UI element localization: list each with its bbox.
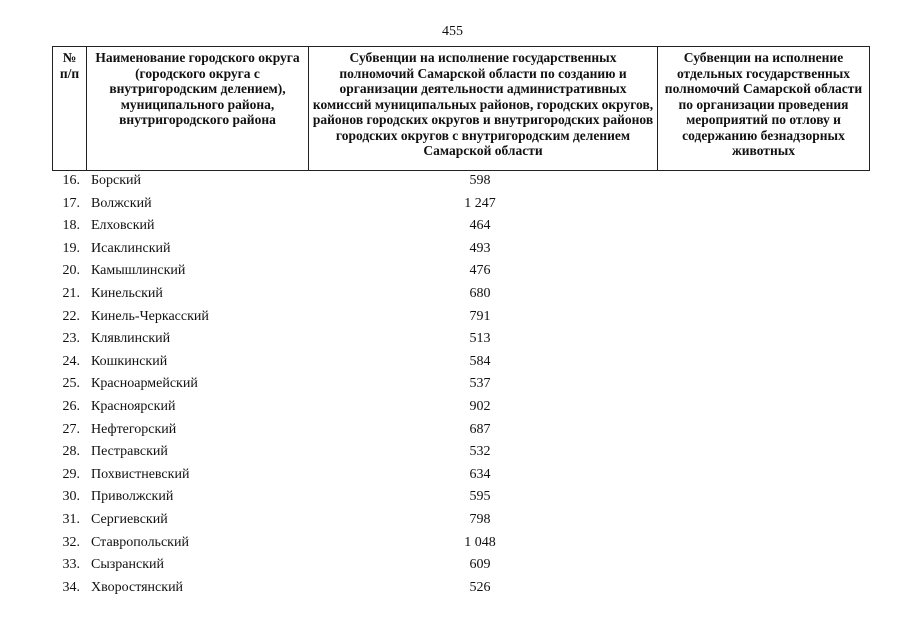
- row-number: 16.: [62, 173, 80, 188]
- row-number: 30.: [62, 489, 80, 505]
- header-number: № п/п: [53, 47, 87, 171]
- row-number: 17.: [62, 195, 80, 211]
- row-number: 19.: [62, 240, 80, 256]
- row-name: Красноармейский: [91, 376, 198, 392]
- row-number: 18.: [62, 218, 80, 234]
- row-value: 609: [469, 557, 491, 573]
- table-row: [0, 331, 905, 353]
- row-number: 32.: [62, 534, 80, 550]
- row-number: 20.: [62, 263, 80, 279]
- row-value: 595: [469, 489, 491, 505]
- row-number: 25.: [62, 376, 80, 392]
- header-name: Наименование городского округа (городского округа с внутригородским делением), муниципального района, внутригородского района: [87, 47, 309, 171]
- row-name: Елховский: [91, 218, 155, 234]
- row-value: 902: [469, 399, 491, 414]
- row-value: 476: [469, 263, 491, 279]
- table-row: [0, 241, 905, 263]
- table-row: [0, 422, 905, 444]
- header-admin-commissions: Субвенции на исполнение государственных полномочий Самарской области по созданию и организации деятельности административных комиссий муниципальных районов, городских округов, районов городских округов и внутригородских районов городских округов с внутригородским делением Самарской области: [309, 47, 658, 171]
- row-number: 34.: [62, 579, 80, 595]
- table-row: [0, 557, 905, 579]
- table-row: [0, 218, 905, 240]
- table-header: [52, 46, 870, 171]
- row-name: Кинельский: [91, 286, 163, 301]
- row-number: 29.: [62, 466, 80, 482]
- row-name: Исаклинский: [91, 240, 171, 256]
- row-value: 791: [469, 308, 491, 324]
- row-name: Кошкинский: [91, 353, 168, 369]
- table-row: [0, 173, 905, 195]
- table-row: [0, 376, 905, 398]
- row-value: 532: [469, 444, 491, 460]
- row-name: Клявлинский: [91, 331, 171, 347]
- row-number: 23.: [62, 331, 80, 347]
- row-number: 26.: [62, 399, 80, 414]
- row-value: 798: [469, 512, 491, 527]
- row-name: Приволжский: [91, 489, 174, 505]
- row-name: Камышлинский: [91, 263, 186, 279]
- table-row: [0, 512, 905, 534]
- table-row: [0, 489, 905, 511]
- row-name: Похвистневский: [91, 466, 190, 482]
- row-number: 31.: [62, 512, 80, 527]
- row-value: 1 247: [464, 195, 496, 211]
- table-row: [0, 354, 905, 376]
- table-row: [0, 309, 905, 331]
- row-value: 598: [469, 173, 491, 188]
- row-number: 24.: [62, 353, 80, 369]
- row-name: Сызранский: [91, 557, 164, 573]
- row-name: Хворостянский: [91, 579, 184, 595]
- row-name: Ставропольский: [91, 534, 189, 550]
- table-row: [0, 263, 905, 285]
- table-row: [0, 535, 905, 557]
- row-value: 584: [469, 353, 491, 369]
- row-value: 680: [469, 286, 491, 301]
- row-number: 22.: [62, 308, 80, 324]
- row-name: Борский: [91, 173, 142, 188]
- row-value: 526: [469, 579, 491, 595]
- row-number: 21.: [62, 286, 80, 301]
- row-name: Пестравский: [91, 444, 168, 460]
- row-name: Кинель-Черкасский: [91, 308, 209, 324]
- table-row: [0, 286, 905, 308]
- row-value: 464: [469, 218, 491, 234]
- row-value: 537: [469, 376, 491, 392]
- row-number: 33.: [62, 557, 80, 573]
- row-value: 687: [469, 421, 491, 437]
- row-value: 1 048: [464, 534, 496, 550]
- row-name: Нефтегорский: [91, 421, 177, 437]
- row-name: Волжский: [91, 195, 152, 211]
- row-value: 513: [469, 331, 491, 347]
- row-number: 28.: [62, 444, 80, 460]
- table-row: [0, 580, 905, 602]
- row-name: Сергиевский: [91, 512, 168, 527]
- row-number: 27.: [62, 421, 80, 437]
- row-value: 493: [469, 240, 491, 256]
- table-row: [0, 399, 905, 421]
- table-row: [0, 467, 905, 489]
- header-stray-animals: Субвенции на исполнение отдельных государственных полномочий Самарской области по организации проведения мероприятий по отлову и содержанию безнадзорных животных: [658, 47, 870, 171]
- page-number: 455: [442, 24, 463, 39]
- row-value: 634: [469, 466, 491, 482]
- row-name: Красноярский: [91, 399, 176, 414]
- table-row: [0, 196, 905, 218]
- table-row: [0, 444, 905, 466]
